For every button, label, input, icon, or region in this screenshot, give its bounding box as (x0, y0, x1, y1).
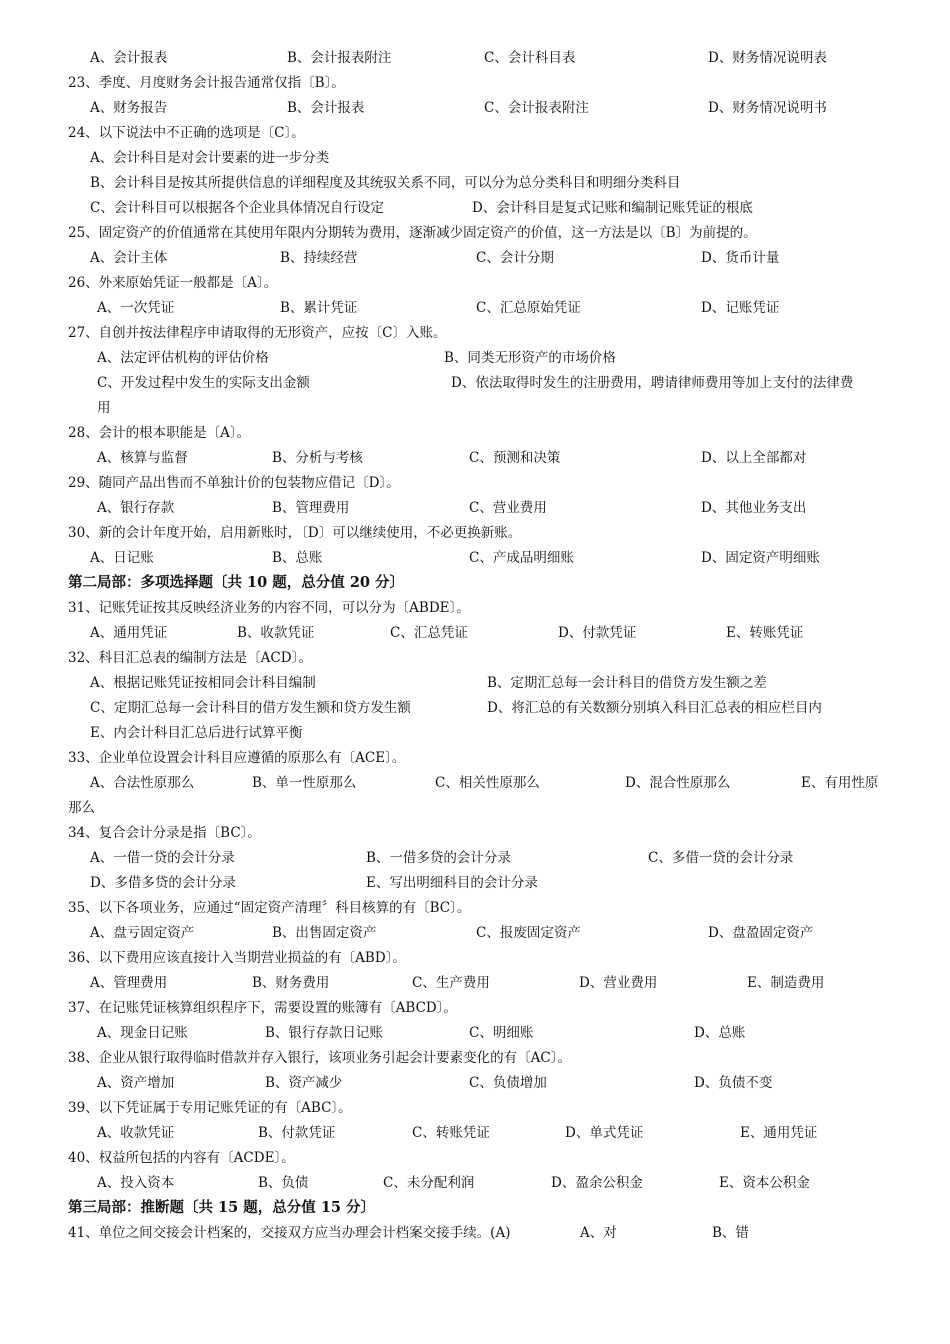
question-text: 23、季度、月度财务会计报告通常仅指〔B〕。 (68, 75, 345, 91)
option-text: 用 (97, 400, 111, 416)
question-text: 27、自创并按法律程序申请取得的无形资产，应按〔C〕入账。 (68, 325, 447, 341)
option-text: C、多借一贷的会计分录 (648, 850, 794, 866)
text-line (0, 947, 950, 969)
option-text: D、付款凭证 (558, 625, 637, 641)
text-line (0, 972, 950, 994)
option-text: E、写出明细科目的会计分录 (366, 875, 538, 891)
question-text: 29、随同产品出售而不单独计价的包装物应借记〔D〕。 (68, 475, 400, 491)
question-text: 35、以下各项业务，应通过“固定资产清理〞科目核算的有〔BC〕。 (68, 900, 471, 916)
text-line (0, 622, 950, 644)
option-text: A、管理费用 (90, 975, 168, 991)
section-heading (0, 1197, 950, 1219)
text-line (0, 897, 950, 919)
option-text: C、产成品明细账 (469, 550, 574, 566)
option-text: D、财务情况说明表 (708, 50, 827, 66)
option-text: A、通用凭证 (90, 625, 168, 641)
option-text: D、负债不变 (694, 1075, 773, 1091)
question-text: 30、新的会计年度开始，启用新账时，〔D〕可以继续使用，不必更换新账。 (68, 525, 522, 541)
text-line (0, 697, 950, 719)
section-heading (0, 572, 950, 594)
text-line (0, 597, 950, 619)
heading-text: 第三局部：推断题〔共 15 题，总分值 15 分〕 (68, 1199, 376, 1216)
text-line (0, 472, 950, 494)
option-text: B、资产减少 (265, 1075, 343, 1091)
option-text: B、总账 (272, 550, 323, 566)
option-text: C、汇总凭证 (390, 625, 468, 641)
option-text: C、会计科目可以根据各个企业具体情况自行设定 (90, 200, 384, 216)
option-text: B、财务费用 (252, 975, 330, 991)
option-text: C、相关性原那么 (435, 775, 540, 791)
option-text: E、有用性原 (801, 775, 879, 791)
option-text: B、持续经营 (280, 250, 358, 266)
text-line (0, 1072, 950, 1094)
text-line (0, 922, 950, 944)
option-text: A、财务报告 (90, 100, 168, 116)
question-text: 25、固定资产的价值通常在其使用年限内分期转为费用，逐渐减少固定资产的价值，这一方法是以〔B〕为前提的。 (68, 225, 757, 241)
option-text: B、同类无形资产的市场价格 (444, 350, 616, 366)
question-text: 39、以下凭证属于专用记账凭证的有〔ABC〕。 (68, 1100, 352, 1116)
option-text: D、营业费用 (579, 975, 658, 991)
text-line (0, 647, 950, 669)
option-text: C、预测和决策 (469, 450, 561, 466)
option-text: C、生产费用 (412, 975, 490, 991)
option-text: D、单式凭证 (565, 1125, 644, 1141)
text-line (0, 347, 950, 369)
text-line (0, 147, 950, 169)
text-line (0, 272, 950, 294)
option-text: A、资产增加 (97, 1075, 175, 1091)
option-text: A、会计报表 (90, 50, 168, 66)
option-text: C、负债增加 (469, 1075, 547, 1091)
option-text: B、分析与考核 (272, 450, 363, 466)
option-text: B、负债 (258, 1175, 309, 1191)
question-text: 34、复合会计分录是指〔BC〕。 (68, 825, 261, 841)
text-line (0, 822, 950, 844)
text-line (0, 522, 950, 544)
text-line (0, 122, 950, 144)
question-text: 38、企业从银行取得临时借款并存入银行，该项业务引起会计要素变化的有〔AC〕。 (68, 1050, 572, 1066)
text-line (0, 197, 950, 219)
option-text: A、根据记账凭证按相同会计科目编制 (90, 675, 316, 691)
question-text: 36、以下费用应该直接计入当期营业损益的有〔ABD〕。 (68, 950, 406, 966)
option-text: B、一借多贷的会计分录 (366, 850, 511, 866)
option-text: A、核算与监督 (97, 450, 188, 466)
option-text: C、会计科目表 (484, 50, 576, 66)
option-text: D、盘盈固定资产 (708, 925, 814, 941)
text-line (0, 847, 950, 869)
text-line (0, 1047, 950, 1069)
option-text: A、银行存款 (97, 500, 175, 516)
option-text: D、多借多贷的会计分录 (90, 875, 236, 891)
option-text: D、将汇总的有关数额分别填入科目汇总表的相应栏目内 (487, 700, 822, 716)
text-line (0, 797, 950, 819)
text-line (0, 222, 950, 244)
option-text: B、会计报表附注 (287, 50, 392, 66)
option-text: D、货币计量 (701, 250, 780, 266)
question-text: 31、记账凭证按其反映经济业务的内容不同，可以分为〔ABDE〕。 (68, 600, 470, 616)
option-text: C、转账凭证 (412, 1125, 490, 1141)
option-text: E、资本公积金 (719, 1175, 810, 1191)
option-text: B、会计报表 (287, 100, 365, 116)
text-line (0, 1222, 950, 1244)
question-text: 26、外来原始凭证一般都是〔A〕。 (68, 275, 278, 291)
option-text: D、记账凭证 (701, 300, 780, 316)
text-line (0, 1022, 950, 1044)
option-text: D、总账 (694, 1025, 746, 1041)
text-line (0, 372, 950, 394)
heading-text: 第二局部：多项选择题〔共 10 题，总分值 20 分〕 (68, 574, 405, 591)
option-text: A、投入资本 (97, 1175, 175, 1191)
option-text: B、出售固定资产 (272, 925, 377, 941)
option-text: A、会计主体 (90, 250, 168, 266)
text-line (0, 447, 950, 469)
option-text: A、会计科目是对会计要素的进一步分类 (90, 150, 330, 166)
text-line (0, 297, 950, 319)
option-text: D、会计科目是复式记账和编制记账凭证的根底 (472, 200, 753, 216)
text-line (0, 722, 950, 744)
option-text: A、日记账 (90, 550, 154, 566)
question-text: 37、在记账凭证核算组织程序下，需要设置的账簿有〔ABCD〕。 (68, 1000, 458, 1016)
option-text: A、法定评估机构的评估价格 (97, 350, 269, 366)
option-text: D、依法取得时发生的注册费用，聘请律师费用等加上支付的法律费 (451, 375, 854, 391)
option-text: B、单一性原那么 (252, 775, 357, 791)
option-text: A、收款凭证 (97, 1125, 175, 1141)
option-text: B、累计凭证 (280, 300, 358, 316)
option-text: B、错 (712, 1225, 749, 1241)
option-text: C、会计报表附注 (484, 100, 589, 116)
option-text: D、固定资产明细账 (701, 550, 820, 566)
text-line (0, 747, 950, 769)
text-line (0, 397, 950, 419)
question-text: 33、企业单位设置会计科目应遵循的原那么有〔ACE〕。 (68, 750, 406, 766)
text-line (0, 1172, 950, 1194)
option-text: B、收款凭证 (237, 625, 315, 641)
question-text: 32、科目汇总表的编制方法是〔ACD〕。 (68, 650, 312, 666)
option-text: E、内会计科目汇总后进行试算平衡 (90, 725, 303, 741)
text-line (0, 1122, 950, 1144)
text-line (0, 247, 950, 269)
option-text: A、一次凭证 (97, 300, 175, 316)
text-line (0, 772, 950, 794)
option-text: A、对 (580, 1225, 617, 1241)
question-text: 41、单位之间交接会计档案的，交接双方应当办理会计档案交接手续。(A) (68, 1225, 511, 1241)
option-text: E、制造费用 (747, 975, 825, 991)
option-text: C、营业费用 (469, 500, 547, 516)
option-text: C、明细账 (469, 1025, 534, 1041)
text-line (0, 672, 950, 694)
option-text: A、现金日记账 (97, 1025, 188, 1041)
text-line (0, 47, 950, 69)
text-line (0, 872, 950, 894)
text-line (0, 497, 950, 519)
option-text: D、其他业务支出 (701, 500, 807, 516)
question-text: 40、权益所包括的内容有〔ACDE〕。 (68, 1150, 295, 1166)
text-line (0, 997, 950, 1019)
option-text: D、以上全部都对 (701, 450, 807, 466)
option-text: C、汇总原始凭证 (476, 300, 581, 316)
question-text: 28、会计的根本职能是〔A〕。 (68, 425, 251, 441)
option-text: D、混合性原那么 (625, 775, 731, 791)
question-text: 24、以下说法中不正确的选项是〔C〕。 (68, 125, 305, 141)
text-line (0, 1097, 950, 1119)
option-text: D、财务情况说明书 (708, 100, 827, 116)
text-line (0, 422, 950, 444)
option-text: E、转账凭证 (726, 625, 804, 641)
text-line (0, 1147, 950, 1169)
text-line (0, 97, 950, 119)
text-line (0, 322, 950, 344)
option-text: A、盘亏固定资产 (90, 925, 195, 941)
text-line (0, 547, 950, 569)
text-line (0, 172, 950, 194)
option-text: A、一借一贷的会计分录 (90, 850, 235, 866)
option-text: E、通用凭证 (740, 1125, 818, 1141)
question-text: 那么 (68, 800, 95, 816)
option-text: C、开发过程中发生的实际支出金额 (97, 375, 310, 391)
option-text: C、会计分期 (476, 250, 554, 266)
text-line (0, 72, 950, 94)
option-text: D、盈余公积金 (551, 1175, 643, 1191)
option-text: B、定期汇总每一会计科目的借贷方发生额之差 (487, 675, 767, 691)
option-text: C、未分配利润 (383, 1175, 475, 1191)
option-text: A、合法性原那么 (90, 775, 195, 791)
option-text: C、定期汇总每一会计科目的借方发生额和贷方发生额 (90, 700, 411, 716)
option-text: B、管理费用 (272, 500, 350, 516)
option-text: C、报废固定资产 (476, 925, 581, 941)
option-text: B、银行存款日记账 (265, 1025, 383, 1041)
option-text: B、付款凭证 (258, 1125, 336, 1141)
option-text: B、会计科目是按其所提供信息的详细程度及其统驭关系不同，可以分为总分类科目和明细分类科目 (90, 175, 681, 191)
